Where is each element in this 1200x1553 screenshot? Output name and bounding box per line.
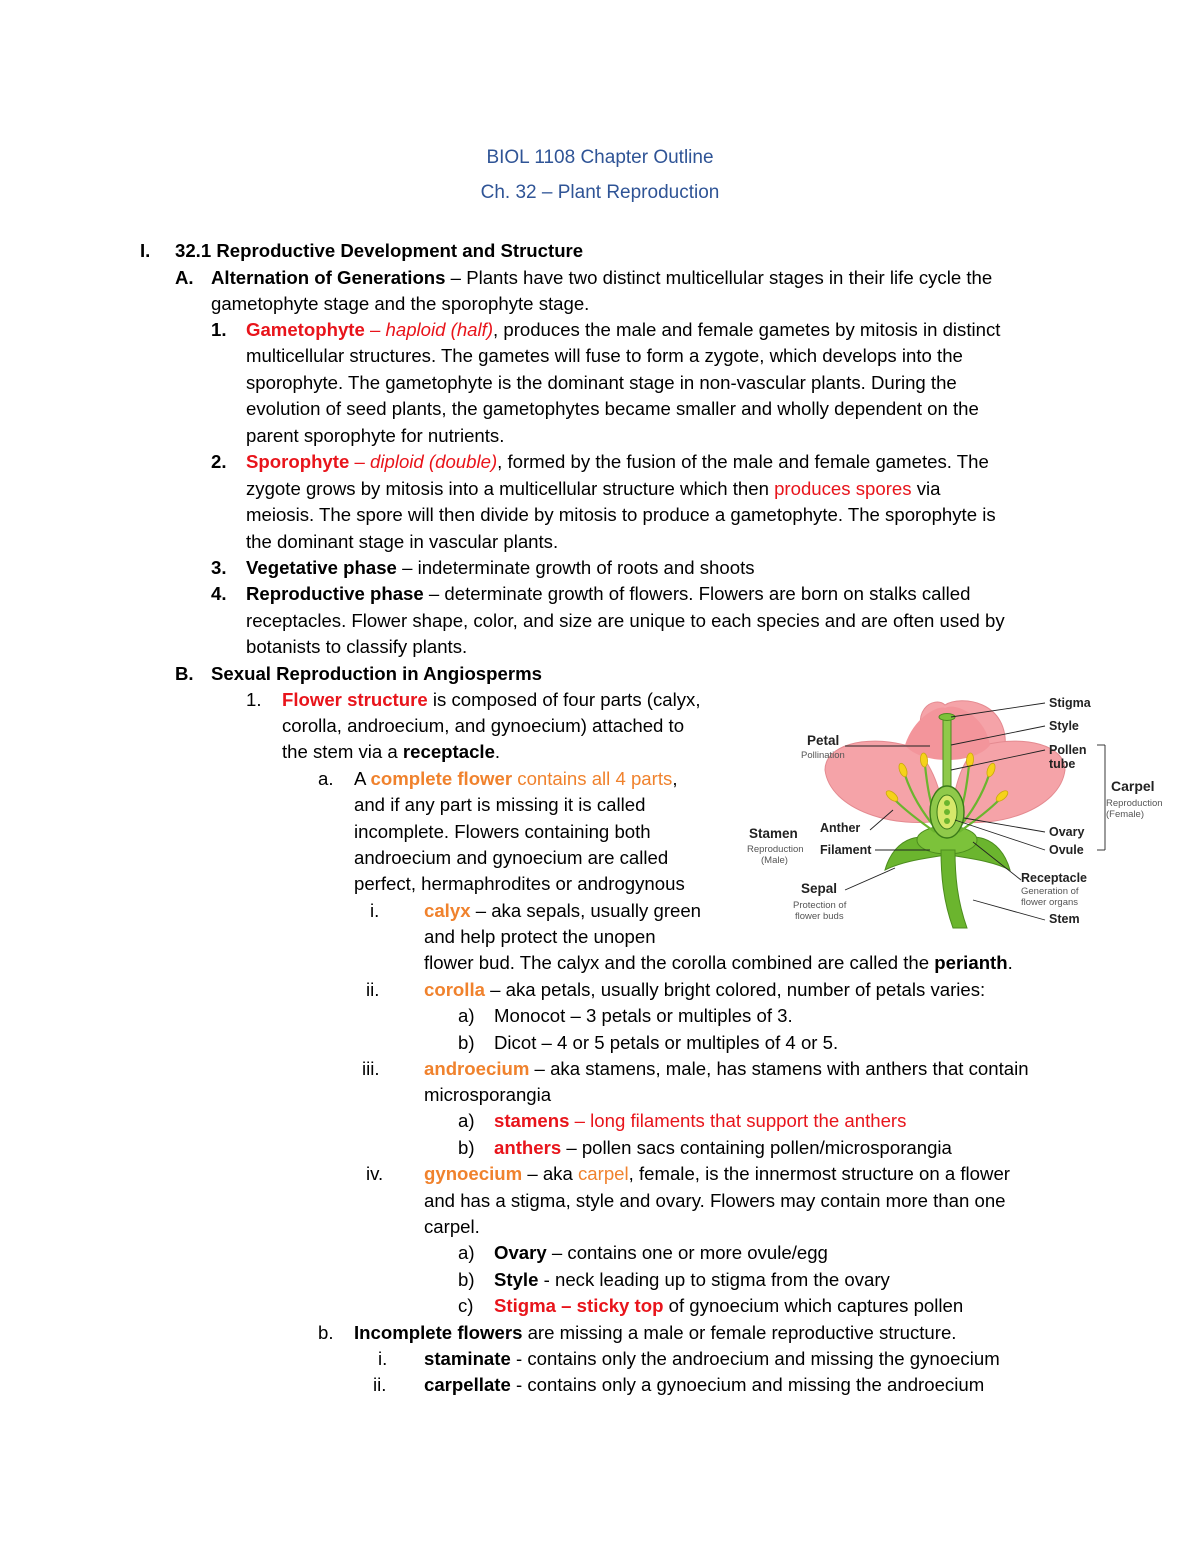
outline-number: B. <box>175 663 194 684</box>
section-number: I. <box>140 240 151 261</box>
label-pollination: Pollination <box>801 750 845 761</box>
definition: haploid (half) <box>385 319 494 340</box>
paragraph-line <box>494 1294 963 1318</box>
document-title: BIOL 1108 Chapter Outline <box>486 147 714 168</box>
label-filament: Filament <box>820 843 872 857</box>
outline-number: b) <box>458 1137 475 1158</box>
paragraph-line <box>424 1162 1010 1186</box>
paragraph-line <box>246 556 755 580</box>
paragraph-line: perfect, hermaphrodites or androgynous <box>354 873 685 894</box>
label-receptacle-sub1: Generation of <box>1021 886 1079 897</box>
label-receptacle-sub2: flower organs <box>1021 897 1079 908</box>
paragraph-line: and if any part is missing it is called <box>354 794 646 815</box>
term: anthers <box>494 1137 562 1158</box>
term: androecium <box>424 1058 530 1079</box>
text: – determinate growth of flowers. Flowers are born on stalks called <box>423 583 971 604</box>
term: corolla <box>424 979 485 1000</box>
label-stamen-sub1: Reproduction <box>747 844 804 855</box>
paragraph-line: Dicot – 4 or 5 petals or multiples of 4 or 5. <box>494 1032 839 1053</box>
text: . <box>494 741 501 762</box>
paragraph-line <box>494 1136 952 1160</box>
label-sepal-sub1: Protection of <box>793 900 847 911</box>
highlight: produces spores <box>774 478 912 499</box>
label-carpel-sub2: (Female) <box>1106 809 1145 820</box>
outline-number: iii. <box>362 1058 380 1079</box>
label-sepal: Sepal <box>801 881 838 896</box>
definition: – long filaments that support the anthers <box>569 1110 907 1131</box>
outline-number: b. <box>318 1322 334 1343</box>
paragraph-line <box>282 740 500 764</box>
text: . <box>1007 952 1013 973</box>
stem-shape <box>941 850 967 928</box>
label-stem: Stem <box>1049 912 1080 926</box>
text: – <box>364 319 386 340</box>
text: is composed of four parts (calyx, <box>427 689 701 710</box>
text: – <box>349 451 370 472</box>
term: Vegetative phase <box>246 557 397 578</box>
term: receptacle <box>402 741 495 762</box>
label-tube: tube <box>1049 757 1076 771</box>
term: perianth <box>934 952 1008 973</box>
paragraph-line <box>424 1057 1029 1081</box>
term: stamens <box>494 1110 570 1131</box>
outline-number: a. <box>318 768 334 789</box>
text: – aka <box>522 1163 578 1184</box>
outline-number: iv. <box>366 1163 384 1184</box>
label-petal: Petal <box>807 733 840 748</box>
label-ovary: Ovary <box>1049 825 1085 839</box>
text: are missing a male or female reproductive structure. <box>522 1322 957 1343</box>
paragraph-line <box>246 450 989 474</box>
definition: diploid (double) <box>370 451 498 472</box>
outline-number: 1. <box>246 689 262 710</box>
text: – aka stamens, male, has stamens with anthers that contain <box>529 1058 1029 1079</box>
paragraph-line: incomplete. Flowers containing both <box>354 821 651 842</box>
text: , formed by the fusion of the male and female gametes. The <box>497 451 989 472</box>
term: Style <box>494 1269 539 1290</box>
term: Gametophyte <box>246 319 365 340</box>
outline-number: 2. <box>211 451 227 472</box>
paragraph-line: androecium and gynoecium are called <box>354 847 669 868</box>
outline-number: i. <box>370 900 380 921</box>
paragraph-line <box>246 582 970 606</box>
term: staminate <box>424 1348 511 1369</box>
term: Sporophyte <box>246 451 350 472</box>
paragraph-line <box>494 1241 828 1265</box>
definition: – contains one or more ovule/egg <box>546 1242 828 1263</box>
outline-number: 4. <box>211 583 227 604</box>
paragraph-line: multicellular structures. The gametes will fuse to form a zygote, which develops into the <box>246 345 963 366</box>
flower-structure-diagram <box>745 690 1165 935</box>
paragraph-line: the dominant stage in vascular plants. <box>246 531 559 552</box>
outline-number: a) <box>458 1005 475 1026</box>
paragraph-line <box>424 951 1013 975</box>
text: , <box>672 768 678 789</box>
paragraph-line <box>246 318 1000 342</box>
term: carpellate <box>424 1374 511 1395</box>
definition: – pollen sacs containing pollen/microsporangia <box>561 1137 952 1158</box>
text: , female, is the innermost structure on a flower <box>628 1163 1010 1184</box>
paragraph-line <box>246 477 940 501</box>
label-pollen: Pollen <box>1049 743 1087 757</box>
paragraph-line: sporophyte. The gametophyte is the dominant stage in non-vascular plants. During the <box>246 372 957 393</box>
paragraph-line: receptacles. Flower shape, color, and size are unique to each species and are often used by <box>246 610 1005 631</box>
chapter-title: Ch. 32 – Plant Reproduction <box>480 182 720 203</box>
label-carpel: Carpel <box>1111 778 1155 794</box>
term: complete flower <box>370 768 513 789</box>
label-style: Style <box>1049 719 1079 733</box>
paragraph-line: and help protect the unopen <box>424 926 656 947</box>
outline-number: b) <box>458 1269 475 1290</box>
highlight: contains all 4 parts <box>512 768 673 789</box>
text: – Plants have two distinct multicellular stages in their life cycle the <box>445 267 993 288</box>
text: zygote grows by mitosis into a multicellular structure which then <box>246 478 775 499</box>
paragraph-line <box>494 1268 890 1292</box>
outline-number: b) <box>458 1032 475 1053</box>
term: Reproductive phase <box>246 583 424 604</box>
definition: - neck leading up to stigma from the ovary <box>538 1269 890 1290</box>
label-carpel-sub1: Reproduction <box>1106 798 1163 809</box>
highlight: carpel <box>577 1163 629 1184</box>
term: gynoecium <box>424 1163 523 1184</box>
paragraph-line: gametophyte stage and the sporophyte stage. <box>211 293 590 314</box>
label-ovule: Ovule <box>1049 843 1084 857</box>
paragraph-line: corolla, androecium, and gynoecium) attached to <box>282 715 685 736</box>
paragraph-line <box>211 266 992 290</box>
text: the stem via a <box>282 741 403 762</box>
text: – indeterminate growth of roots and shoots <box>396 557 755 578</box>
outline-number: 3. <box>211 557 227 578</box>
paragraph-line <box>424 899 701 923</box>
paragraph-line: evolution of seed plants, the gametophytes became smaller and wholly dependent on the <box>246 398 979 419</box>
text: , produces the male and female gametes by mitosis in distinct <box>493 319 1001 340</box>
definition: of gynoecium which captures pollen <box>663 1295 964 1316</box>
paragraph-line <box>424 1373 984 1397</box>
outline-number: ii. <box>373 1374 387 1395</box>
text: – aka sepals, usually green <box>470 900 702 921</box>
label-stamen-sub2: (Male) <box>761 855 788 866</box>
term: Incomplete flowers <box>354 1322 523 1343</box>
label-anther: Anther <box>820 821 861 835</box>
paragraph-line: parent sporophyte for nutrients. <box>246 425 505 446</box>
term: Flower structure <box>282 689 428 710</box>
label-sepal-sub2: flower buds <box>795 911 844 922</box>
paragraph-line <box>494 1109 906 1133</box>
text: via <box>911 478 941 499</box>
outline-number: c) <box>458 1295 474 1316</box>
text: flower bud. The calyx and the corolla combined are called the <box>424 952 935 973</box>
section-heading: 32.1 Reproductive Development and Structure <box>175 240 584 261</box>
text: – aka petals, usually bright colored, number of petals varies: <box>484 979 986 1000</box>
definition: - contains only a gynoecium and missing the androecium <box>510 1374 985 1395</box>
term: Stigma – sticky top <box>494 1295 664 1316</box>
text: A <box>354 768 371 789</box>
outline-number: a) <box>458 1242 475 1263</box>
paragraph-line <box>354 1321 956 1345</box>
paragraph-line: and has a stigma, style and ovary. Flowers may contain more than one <box>424 1190 1006 1211</box>
paragraph-line: Monocot – 3 petals or multiples of 3. <box>494 1005 793 1026</box>
paragraph-line: meiosis. The spore will then divide by mitosis to produce a gametophyte. The sporophyte is <box>246 504 996 525</box>
paragraph-line <box>424 978 985 1002</box>
label-stamen: Stamen <box>749 826 798 841</box>
outline-number: i. <box>378 1348 388 1369</box>
outline-number: 1. <box>211 319 227 340</box>
definition: - contains only the androecium and missing the gynoecium <box>510 1348 1000 1369</box>
paragraph-line: carpel. <box>424 1216 480 1237</box>
outline-number: a) <box>458 1110 475 1131</box>
term: calyx <box>424 900 471 921</box>
term: Alternation of Generations <box>211 267 446 288</box>
term: Ovary <box>494 1242 547 1263</box>
paragraph-line <box>424 1347 1000 1371</box>
outline-number: ii. <box>366 979 380 1000</box>
outline-number: A. <box>175 267 194 288</box>
paragraph-line: microsporangia <box>424 1084 552 1105</box>
paragraph-line: botanists to classify plants. <box>246 636 468 657</box>
subsection-heading: Sexual Reproduction in Angiosperms <box>211 663 542 684</box>
label-receptacle: Receptacle <box>1021 871 1088 885</box>
label-stigma: Stigma <box>1049 696 1091 710</box>
paragraph-line <box>354 767 677 791</box>
paragraph-line <box>282 688 701 712</box>
